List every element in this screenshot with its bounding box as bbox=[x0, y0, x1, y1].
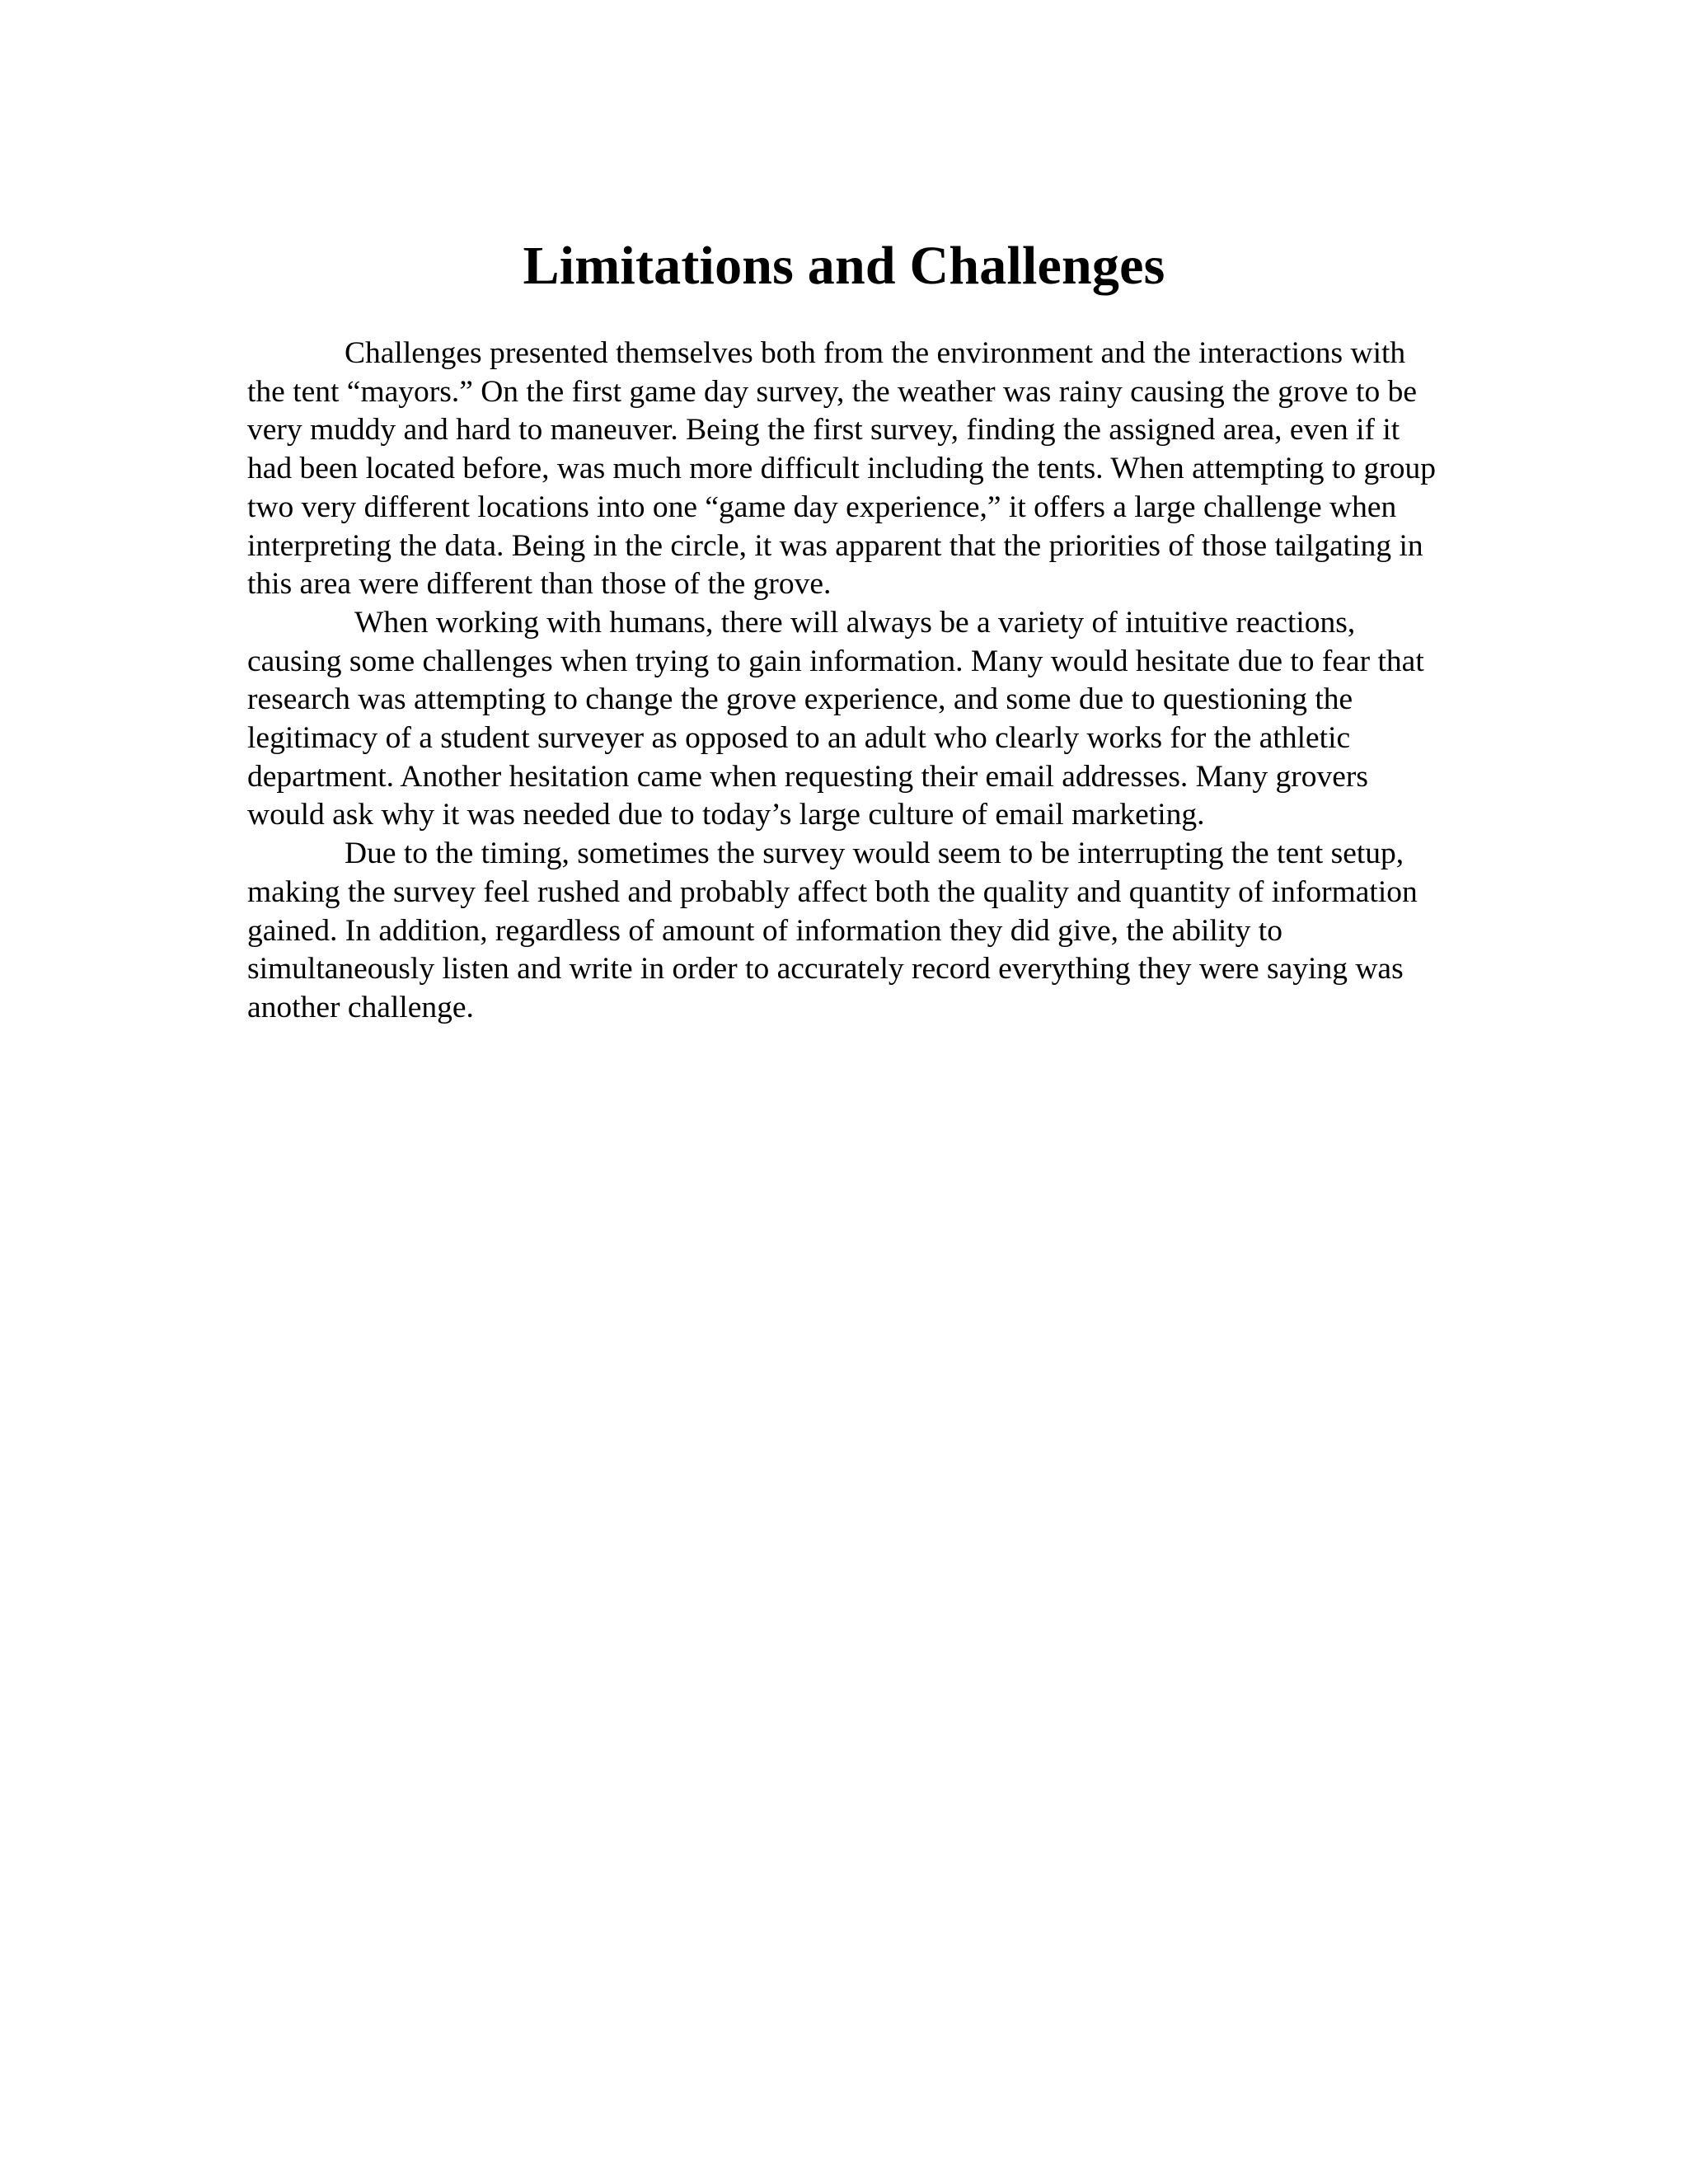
paragraph-environment-challenges: Challenges presented themselves both from the environment and the interactions with the tent “mayors.” On the first game day survey, the weather was rainy causing the grove to be very muddy and hard to maneuver. Being the first survey, finding the assigned area, even if it had been located before, was much more difficult including the tents. When attempting to group two very different locations into one “game day experience,” it offers a large challenge when interpreting the data. Being in the circle, it was apparent that the priorities of those tailgating in this area were different than those of the grove. bbox=[247, 336, 1436, 602]
page-title: Limitations and Challenges bbox=[523, 236, 1165, 296]
paragraph-human-interaction-challenges: When working with humans, there will always be a variety of intuitive reactions, causing some challenges when trying to gain information. Many would hesitate due to fear that research was attempting to change the grove experience, and some due to questioning the legitimacy of a student surveyer as opposed to an adult who clearly works for the athletic department. Another hesitation came when requesting their email addresses. Many grovers would ask why it was needed due to today’s large culture of email marketing. bbox=[247, 605, 1424, 832]
document-body bbox=[247, 335, 1444, 1028]
paragraph-timing-challenges: Due to the timing, sometimes the survey would seem to be interrupting the tent setup, making the survey feel rushed and probably affect both the quality and quantity of information gained. In addition, regardless of amount of information they did give, the ability to simultaneously listen and write in order to accurately record everything they were saying was another challenge. bbox=[247, 837, 1418, 1024]
